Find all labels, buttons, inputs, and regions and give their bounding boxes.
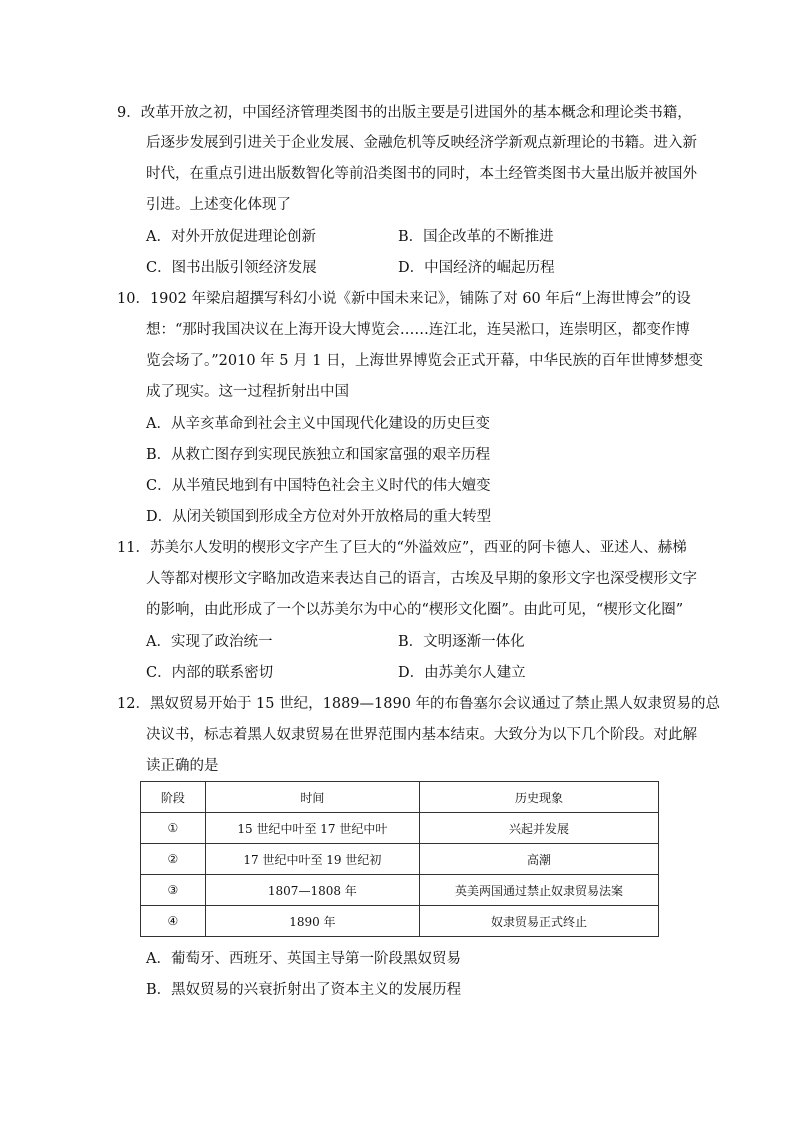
q10-stem-line-4: 成了现实。这一过程折射出中国 [146, 384, 349, 400]
q11-option-b: B．文明逐渐一体化 [398, 634, 525, 650]
table-cell: 兴起并发展 [419, 813, 658, 844]
q11-stem-line-2: 人等都对楔形文字略加改造来表达自己的语言，古埃及早期的象形文字也深受楔形文字 [146, 571, 697, 587]
table-cell: 1890 年 [205, 906, 419, 937]
q9-option-c: C．图书出版引领经济发展 [146, 260, 317, 276]
q9-stem-line-4: 引进。上述变化体现了 [146, 197, 291, 213]
q12-stem-line-2: 决议书，标志着黑人奴隶贸易在世界范围内基本结束。大致分为以下几个阶段。对此解 [146, 727, 697, 743]
table-row [141, 906, 659, 937]
table-row [141, 844, 659, 875]
q10-option-a: A．从辛亥革命到社会主义中国现代化建设的历史巨变 [146, 416, 490, 432]
table-cell: ③ [141, 875, 206, 906]
q11-stem-line-1: 11．苏美尔人发明的楔形文字产生了巨大的“外溢效应”，西亚的阿卡德人、亚述人、赫梯 [117, 540, 687, 556]
table-cell: ① [141, 813, 206, 844]
q12-stem-line-3: 读正确的是 [146, 758, 219, 774]
slave-trade-stages-table [140, 781, 659, 937]
table-cell: ④ [141, 906, 206, 937]
header-time: 时间 [205, 782, 419, 813]
header-phenomenon: 历史现象 [419, 782, 658, 813]
q9-stem-line-3: 时代，在重点引进出版数智化等前沿类图书的同时，本土经管类图书大量出版并被国外 [146, 166, 697, 182]
table-header-row [141, 782, 659, 813]
table-cell: 1807—1808 年 [205, 875, 419, 906]
header-stage: 阶段 [141, 782, 206, 813]
q9-option-a: A．对外开放促进理论创新 [146, 229, 316, 245]
q9-option-d: D．中国经济的崛起历程 [398, 260, 555, 276]
q9-stem-line-2: 后逐步发展到引进关于企业发展、金融危机等反映经济学新观点新理论的书籍。进入新 [146, 135, 697, 151]
table-row [141, 813, 659, 844]
q10-option-c: C．从半殖民地到有中国特色社会主义时代的伟大嬗变 [146, 478, 491, 494]
q9-stem-line-1: 9．改革开放之初，中国经济管理类图书的出版主要是引进国外的基本概念和理论类书籍， [117, 105, 692, 121]
q11-option-a: A．实现了政治统一 [146, 634, 273, 650]
table-cell: ② [141, 844, 206, 875]
q10-stem-line-2: 想：“那时我国决议在上海开设大博览会……连江北，连吴淞口，连崇明区，都变作博 [146, 322, 690, 338]
q11-option-d: D．由苏美尔人建立 [398, 665, 526, 681]
q11-stem-line-3: 的影响，由此形成了一个以苏美尔为中心的“楔形文化圈”。由此可见，“楔形文化圈” [146, 602, 684, 618]
q11-option-c: C．内部的联系密切 [146, 665, 274, 681]
q12-stem-line-1: 12．黑奴贸易开始于 15 世纪，1889—1890 年的布鲁塞尔会议通过了禁止黑人奴隶贸易的总 [117, 696, 721, 712]
table-cell: 奴隶贸易正式终止 [419, 906, 658, 937]
table-cell: 英美两国通过禁止奴隶贸易法案 [419, 875, 658, 906]
q12-option-a: A．葡萄牙、西班牙、英国主导第一阶段黑奴贸易 [146, 951, 461, 967]
q10-option-b: B．从救亡图存到实现民族独立和国家富强的艰辛历程 [146, 447, 491, 463]
q10-stem-line-3: 览会场了。”2010 年 5 月 1 日，上海世界博览会正式开幕，中华民族的百年世博梦想变 [146, 353, 704, 369]
q10-stem-line-1: 10．1902 年梁启超撰写科幻小说《新中国未来记》，铺陈了对 60 年后“上海世博会”的设 [117, 291, 691, 307]
table-cell: 15 世纪中叶至 17 世纪中叶 [205, 813, 419, 844]
q12-option-b: B．黑奴贸易的兴衰折射出了资本主义的发展历程 [146, 982, 462, 998]
table-cell: 17 世纪中叶至 19 世纪初 [205, 844, 419, 875]
table-row [141, 875, 659, 906]
q10-option-d: D．从闭关锁国到形成全方位对外开放格局的重大转型 [146, 509, 492, 525]
table-cell: 高潮 [419, 844, 658, 875]
q9-option-b: B．国企改革的不断推进 [398, 229, 554, 245]
